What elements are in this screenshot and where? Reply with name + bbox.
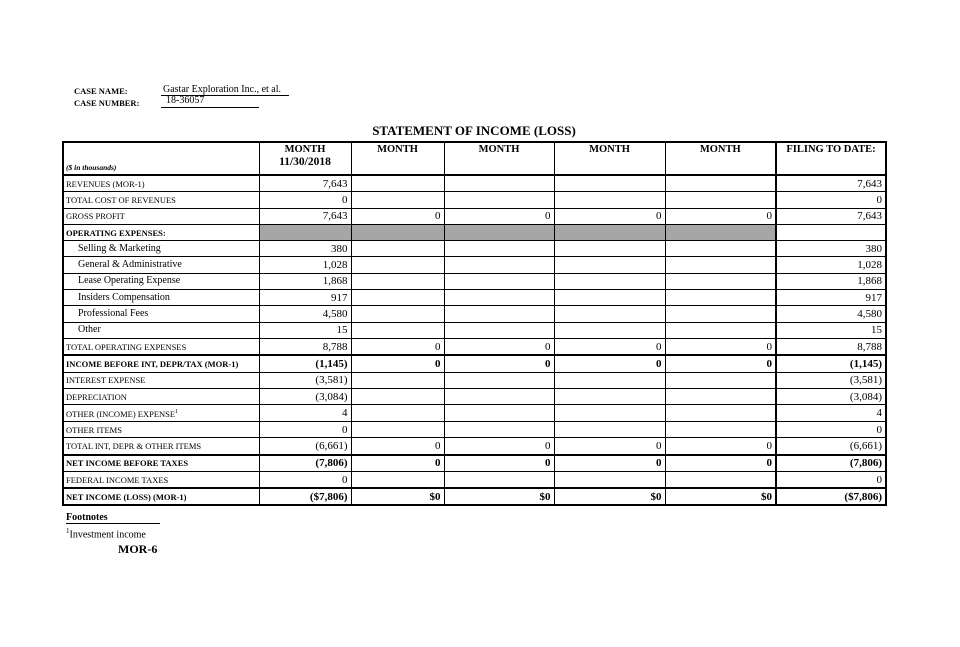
case-name-value: Gastar Exploration Inc., et al. [163, 84, 282, 95]
table-cell [665, 192, 776, 208]
table-row [63, 438, 886, 455]
table-row [63, 455, 886, 472]
table-cell [351, 322, 444, 338]
row-label [63, 372, 259, 388]
column-header [444, 142, 554, 175]
row-label-text: DEPRECIATION [66, 391, 127, 402]
table-cell: 0 [776, 421, 886, 437]
table-row [63, 241, 886, 257]
footnote-1-number: 1 [66, 527, 70, 535]
table-cell: (7,806) [776, 455, 886, 472]
row-label-text: GROSS PROFIT [66, 211, 125, 222]
table-cell [444, 306, 554, 322]
footnotes-heading: Footnotes [66, 512, 160, 524]
row-label [63, 257, 259, 273]
column-header [351, 142, 444, 175]
table-cell: (1,145) [259, 355, 351, 372]
column-header-line1: MONTH [589, 144, 630, 155]
table-cell [444, 192, 554, 208]
table-cell: 0 [665, 355, 776, 372]
table-cell: 0 [351, 355, 444, 372]
table-row [63, 372, 886, 388]
row-label-text: Selling & Marketing [78, 242, 161, 254]
table-cell [351, 471, 444, 488]
table-cell: $0 [351, 488, 444, 505]
table-cell: 0 [351, 438, 444, 455]
form-id: MOR-6 [118, 542, 158, 556]
table-cell: 0 [665, 338, 776, 355]
table-cell: 0 [554, 455, 665, 472]
table-cell: 380 [259, 241, 351, 257]
column-header-line2: 11/30/2018 [279, 156, 331, 168]
table-cell: 0 [444, 455, 554, 472]
table-cell [665, 421, 776, 437]
row-label-text: REVENUES (MOR-1) [66, 178, 145, 189]
table-cell: 0 [554, 355, 665, 372]
table-cell: 1,028 [776, 257, 886, 273]
row-label [63, 471, 259, 488]
table-cell [444, 405, 554, 422]
table-cell: 0 [554, 338, 665, 355]
row-label-text: OTHER (INCOME) EXPENSE [66, 408, 176, 419]
table-row [63, 175, 886, 192]
footnote-ref: 1 [175, 409, 179, 416]
table-cell [259, 224, 351, 240]
table-cell: (6,661) [259, 438, 351, 455]
table-cell: 380 [776, 241, 886, 257]
footnote-1 [66, 527, 146, 540]
statement-title: STATEMENT OF INCOME (LOSS) [372, 123, 576, 138]
table-cell [554, 192, 665, 208]
table-cell: 0 [776, 192, 886, 208]
row-label-text: FEDERAL INCOME TAXES [66, 474, 169, 485]
row-label [63, 438, 259, 455]
table-cell [554, 405, 665, 422]
case-number-underline [161, 107, 259, 108]
table-row [63, 290, 886, 306]
table-cell: 917 [776, 290, 886, 306]
table-cell: (1,145) [776, 355, 886, 372]
table-cell [444, 241, 554, 257]
row-label [63, 322, 259, 338]
table-cell [444, 388, 554, 404]
table-cell: 0 [351, 338, 444, 355]
row-label [63, 338, 259, 355]
table-cell: (3,581) [259, 372, 351, 388]
table-row [63, 273, 886, 289]
table-cell: (7,806) [259, 455, 351, 472]
row-label-text: TOTAL COST OF REVENUES [66, 194, 176, 205]
table-cell [554, 241, 665, 257]
row-label-text: OTHER ITEMS [66, 424, 122, 435]
table-cell [444, 257, 554, 273]
table-cell: 4 [259, 405, 351, 422]
table-cell [351, 290, 444, 306]
table-cell [665, 175, 776, 192]
table-row [63, 208, 886, 224]
table-cell: 0 [444, 355, 554, 372]
table-row [63, 338, 886, 355]
row-label [63, 421, 259, 437]
table-cell [554, 273, 665, 289]
row-label-text: OPERATING EXPENSES: [66, 227, 166, 238]
table-cell [444, 273, 554, 289]
table-row [63, 257, 886, 273]
table-cell [444, 471, 554, 488]
table-cell [554, 224, 665, 240]
row-label-text: NET INCOME BEFORE TAXES [66, 458, 189, 469]
table-cell: 4,580 [776, 306, 886, 322]
row-label-text: Lease Operating Expense [78, 275, 181, 287]
table-row [63, 388, 886, 404]
row-label [63, 241, 259, 257]
row-label-text: NET INCOME (LOSS) (MOR-1) [66, 491, 187, 502]
table-cell: 7,643 [259, 175, 351, 192]
case-number-value: 18-36057 [166, 95, 205, 106]
table-cell: 1,868 [776, 273, 886, 289]
table-cell: 7,643 [776, 175, 886, 192]
row-label [63, 355, 259, 372]
table-cell [351, 388, 444, 404]
table-cell [351, 405, 444, 422]
table-cell: (3,084) [776, 388, 886, 404]
table-cell [351, 257, 444, 273]
table-cell: $0 [665, 488, 776, 505]
row-label-text: Professional Fees [78, 308, 149, 320]
table-cell [665, 471, 776, 488]
table-cell [665, 224, 776, 240]
table-cell [351, 192, 444, 208]
table-cell: 0 [259, 471, 351, 488]
row-label [63, 388, 259, 404]
table-cell: 8,788 [776, 338, 886, 355]
column-header [665, 142, 776, 175]
table-cell: 0 [776, 471, 886, 488]
table-cell: 4 [776, 405, 886, 422]
table-cell: (3,581) [776, 372, 886, 388]
table-cell: 0 [351, 455, 444, 472]
row-label-text: TOTAL INT, DEPR & OTHER ITEMS [66, 440, 202, 451]
table-cell [554, 306, 665, 322]
table-cell [444, 421, 554, 437]
table-row [63, 471, 886, 488]
table-cell: 0 [665, 455, 776, 472]
row-label [63, 208, 259, 224]
table-cell: 0 [554, 438, 665, 455]
table-cell: ($7,806) [259, 488, 351, 505]
row-label [63, 306, 259, 322]
table-cell: 15 [776, 322, 886, 338]
table-cell: 0 [665, 208, 776, 224]
table-row [63, 405, 886, 422]
column-header-line1: MONTH [478, 144, 520, 155]
table-row [63, 224, 886, 240]
table-row [63, 355, 886, 372]
table-cell: 0 [259, 192, 351, 208]
table-cell [554, 471, 665, 488]
table-cell [665, 290, 776, 306]
table-cell: (6,661) [776, 438, 886, 455]
row-label-text: General & Administrative [78, 259, 182, 271]
table-cell [444, 224, 554, 240]
table-cell [665, 257, 776, 273]
column-header [776, 142, 886, 175]
table-cell: (3,084) [259, 388, 351, 404]
table-cell [665, 241, 776, 257]
table-cell [554, 421, 665, 437]
table-cell [665, 405, 776, 422]
row-label [63, 405, 259, 422]
table-cell: 1,028 [259, 257, 351, 273]
table-cell: 0 [444, 338, 554, 355]
table-row [63, 488, 886, 505]
table-cell: 7,643 [259, 208, 351, 224]
row-label [63, 488, 259, 505]
row-label-text: INTEREST EXPENSE [66, 375, 146, 386]
table-cell: 4,580 [259, 306, 351, 322]
row-label [63, 290, 259, 306]
table-cell [554, 388, 665, 404]
table-cell [444, 322, 554, 338]
table-cell [554, 257, 665, 273]
header-row [63, 142, 886, 175]
row-label [63, 192, 259, 208]
row-label [63, 224, 259, 240]
table-row [63, 322, 886, 338]
column-header-line1: MONTH [284, 144, 326, 155]
table-cell: 917 [259, 290, 351, 306]
table-cell: 0 [444, 208, 554, 224]
table-cell: 8,788 [259, 338, 351, 355]
table-cell [351, 306, 444, 322]
table-cell [554, 290, 665, 306]
table-cell [351, 421, 444, 437]
footnote-1-text: Investment income [69, 529, 146, 541]
table-cell: 0 [444, 438, 554, 455]
table-cell: 0 [554, 208, 665, 224]
table-cell: $0 [444, 488, 554, 505]
column-header [259, 142, 351, 175]
table-cell: 0 [259, 421, 351, 437]
table-cell: 0 [351, 208, 444, 224]
row-label-text: TOTAL OPERATING EXPENSES [66, 341, 187, 352]
table-cell: 0 [665, 438, 776, 455]
table-cell [665, 322, 776, 338]
table-cell: ($7,806) [776, 488, 886, 505]
table-cell [351, 372, 444, 388]
income-statement-table [62, 141, 887, 506]
column-header-line1: FILING TO DATE: [786, 144, 876, 155]
table-cell [351, 224, 444, 240]
table-cell [554, 322, 665, 338]
row-label [63, 455, 259, 472]
table-cell: 15 [259, 322, 351, 338]
table-cell [444, 290, 554, 306]
row-label [63, 273, 259, 289]
table-cell: 7,643 [776, 208, 886, 224]
table-cell [665, 306, 776, 322]
table-cell [351, 273, 444, 289]
units-label: ($ in thousands) [63, 142, 259, 175]
table-cell: $0 [554, 488, 665, 505]
table-cell [665, 388, 776, 404]
table-row [63, 192, 886, 208]
column-header [554, 142, 665, 175]
column-header-line1: MONTH [377, 144, 418, 155]
row-label-text: Insiders Compensation [78, 291, 170, 303]
row-label-text: INCOME BEFORE INT, DEPR/TAX (MOR-1) [66, 358, 239, 369]
table-cell [444, 372, 554, 388]
table-cell [776, 224, 886, 240]
table-cell [351, 175, 444, 192]
table-cell [444, 175, 554, 192]
case-name-label: CASE NAME: [74, 86, 128, 96]
table-cell [665, 273, 776, 289]
table-cell [554, 175, 665, 192]
table-cell [665, 372, 776, 388]
table-cell [351, 241, 444, 257]
case-number-label: CASE NUMBER: [74, 98, 140, 108]
table-cell [554, 372, 665, 388]
table-row [63, 421, 886, 437]
row-label [63, 175, 259, 192]
row-label-text: Other [78, 324, 101, 336]
table-cell: 1,868 [259, 273, 351, 289]
column-header-line1: MONTH [699, 144, 741, 155]
table-row [63, 306, 886, 322]
